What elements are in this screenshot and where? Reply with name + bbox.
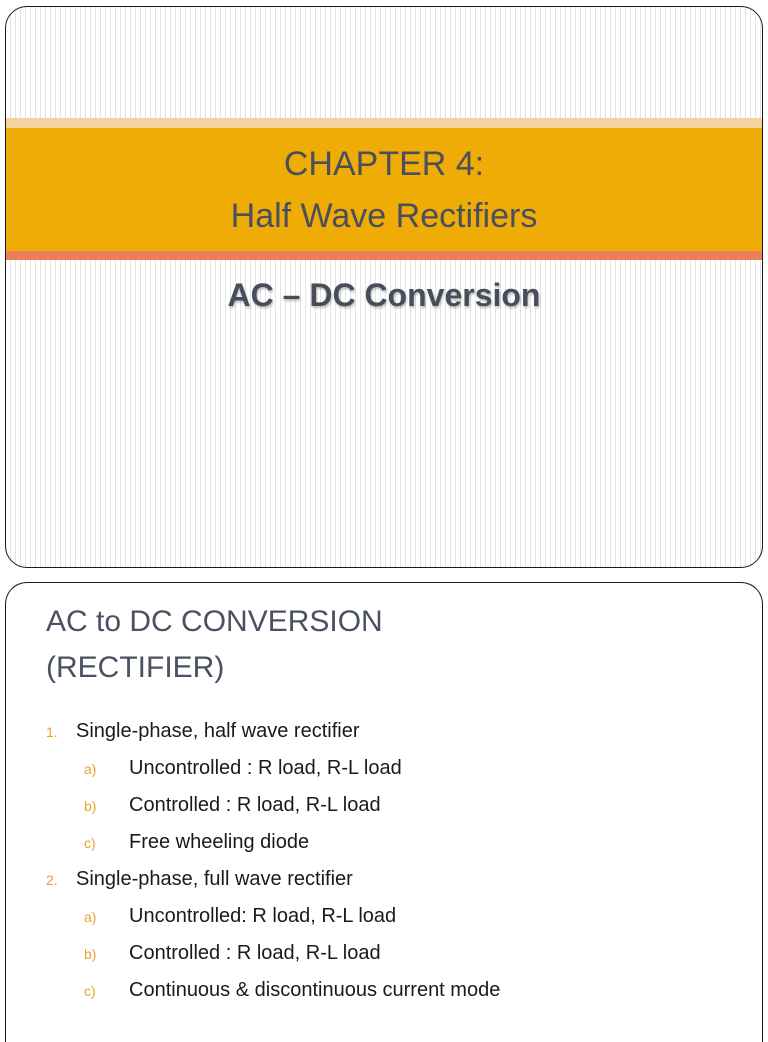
slide-title — [6, 138, 762, 242]
sub-list-item-text: Free wheeling diode — [129, 831, 310, 853]
content-heading — [46, 599, 383, 691]
sub-list-item-text: Controlled : R load, R-L load — [129, 942, 381, 964]
sub-list-marker: b) — [84, 797, 97, 814]
sub-list-item — [46, 787, 500, 824]
sub-list-item — [46, 824, 500, 861]
sub-list-item-text: Uncontrolled : R load, R-L load — [129, 757, 402, 779]
list-item — [46, 713, 500, 750]
list-marker: 2. — [46, 871, 58, 888]
list-item-text: Single-phase, full wave rectifier — [76, 868, 353, 890]
sub-list-item-text: Continuous & discontinuous current mode — [129, 979, 501, 1001]
sub-list-item — [46, 898, 500, 935]
list-marker: 1. — [46, 723, 58, 740]
slide-title-line1: CHAPTER 4: — [283, 145, 485, 183]
title-band-top-stripe — [6, 118, 762, 128]
sub-list-item — [46, 750, 500, 787]
sub-list-item-text: Uncontrolled: R load, R-L load — [129, 905, 397, 927]
content-heading-line1: AC to DC CONVERSION — [46, 605, 383, 638]
sub-list-item — [46, 972, 500, 1009]
sub-list-item — [46, 935, 500, 972]
list-item-text: Single-phase, half wave rectifier — [76, 720, 360, 742]
content-slide — [5, 582, 763, 1042]
rectifier-list — [46, 713, 500, 1009]
sub-list-marker: a) — [84, 760, 97, 777]
sub-list-marker: c) — [84, 834, 96, 851]
sub-list-item-text: Controlled : R load, R-L load — [129, 794, 381, 816]
sub-list-marker: b) — [84, 945, 97, 962]
list-item — [46, 861, 500, 898]
content-heading-line2: (RECTIFIER) — [46, 651, 225, 684]
title-band-bottom-stripe — [6, 251, 762, 260]
sub-list-marker: c) — [84, 982, 96, 999]
slide-title-line2: Half Wave Rectifiers — [230, 197, 538, 235]
slide-subtitle: AC – DC Conversion — [227, 277, 541, 313]
title-slide — [5, 6, 763, 568]
sub-list-marker: a) — [84, 908, 97, 925]
